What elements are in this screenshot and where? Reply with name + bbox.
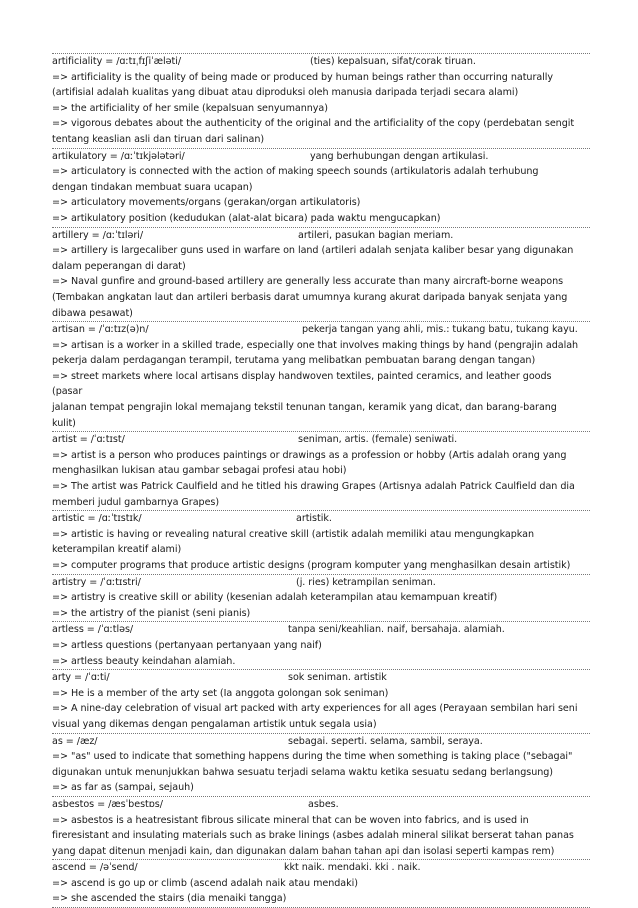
entry-example-line: jalanan tempat pengrajin lokal memajang tekstil tenunan tangan, keramik yang dicat, dan barang-barang	[52, 402, 557, 414]
entry-translation: sebagai. seperti. selama, sambil, seraya.	[288, 735, 483, 747]
entry-headword: asbestos = /æsˈbestɒs/	[52, 798, 163, 810]
dictionary-entry	[52, 670, 590, 733]
entry-example-line: => artistry is creative skill or ability (kesenian adalah keterampilan atau kemampuan kreatif)	[52, 592, 498, 604]
entry-translation: (j. ries) ketrampilan seniman.	[296, 576, 436, 588]
entry-translation: kkt naik. mendaki. kki . naik.	[284, 862, 421, 874]
entry-example-line: => she ascended the stairs (dia menaiki tangga)	[52, 893, 287, 905]
dictionary-entry	[52, 322, 590, 432]
entry-example-line: visual yang dikemas dengan pengalaman artistik untuk segala usia)	[52, 718, 377, 730]
entry-example-line: dibawa pesawat)	[52, 307, 133, 319]
entry-example-line: => artificiality is the quality of being made or produced by human beings rather than occurring naturally	[52, 71, 554, 83]
entry-example-line: => asbestos is a heatresistant fibrous silicate mineral that can be woven into fabrics, and is used in	[52, 814, 529, 826]
entry-translation: yang berhubungan dengan artikulasi.	[310, 150, 489, 162]
entry-header	[52, 228, 590, 244]
entry-headword: artikulatory = /ɑːˈtɪkjələtəri/	[52, 150, 185, 162]
entry-translation: artistik.	[296, 513, 332, 525]
entry-example-line: => artisan is a worker in a skilled trade, especially one that involves making things by hand (pengrajin adalah	[52, 339, 579, 351]
dictionary-entry	[52, 511, 590, 574]
entry-example-line: => He is a member of the arty set (Ia anggota golongan sok seniman)	[52, 687, 389, 699]
dictionary-entry	[52, 228, 590, 323]
dictionary-entry	[52, 734, 590, 797]
entry-example-line: => ascend is go up or climb (ascend adalah naik atau mendaki)	[52, 877, 358, 889]
entry-example-line: => street markets where local artisans display handwoven textiles, painted ceramics, and leather goods	[52, 370, 552, 382]
entry-example-line: keterampilan kreatif alami)	[52, 544, 182, 556]
entry-headword: artistic = /ɑːˈtɪstɪk/	[52, 513, 142, 525]
dictionary-entry	[52, 622, 590, 670]
entry-headword: artistry = /ˈɑːtɪstri/	[52, 576, 141, 588]
entry-translation: pekerja tangan yang ahli, mis.: tukang batu, tukang kayu.	[302, 324, 578, 336]
entry-example-line: (Tembakan angkatan laut dan artileri berbasis darat umumnya kurang akurat daripada banyak senjata yang	[52, 291, 568, 303]
entry-header	[52, 322, 590, 338]
entry-example-line: => artikulatory position (kedudukan (alat-alat bicara) pada waktu mengucapkan)	[52, 212, 441, 224]
entry-headword: arty = /ˈɑːti/	[52, 672, 110, 684]
dictionary-entry	[52, 575, 590, 623]
entry-translation: artileri, pasukan bagian meriam.	[298, 229, 454, 241]
entry-header	[52, 670, 590, 686]
entry-example-line: => the artificiality of her smile (kepalsuan senyumannya)	[52, 102, 328, 114]
entry-headword: as = /æz/	[52, 735, 98, 747]
entry-header	[52, 575, 590, 591]
entry-example-line: => artless questions (pertanyaan pertanyaan yang naif)	[52, 639, 322, 651]
entry-header	[52, 622, 590, 638]
entry-example-line: => artistic is having or revealing natural creative skill (artistik adalah memiliki atau mengungkapkan	[52, 528, 534, 540]
entry-translation: asbes.	[308, 798, 339, 810]
entry-example-line: => as far as (sampai, sejauh)	[52, 782, 194, 794]
dictionary-entry	[52, 53, 590, 149]
entry-example-line: => articulatory movements/organs (gerakan/organ artikulatoris)	[52, 197, 361, 209]
entry-example-line: (pasar	[52, 386, 83, 398]
entry-example-line: => "as" used to indicate that something happens during the time when something is taking place ("sebagai"	[52, 751, 573, 763]
entry-example-line: => artillery is largecaliber guns used in warfare on land (artileri adalah senjata kaliber besar yang digunakan	[52, 245, 574, 257]
entry-header	[52, 734, 590, 750]
entry-example-line: dalam peperangan di darat)	[52, 260, 186, 272]
entry-example-line: digunakan untuk menunjukkan bahwa sesuatu terjadi selama waktu ketika sesuatu sedang berlangsung)	[52, 766, 553, 778]
entry-headword: artisan = /ˈɑːtɪz(ə)n/	[52, 324, 149, 336]
entry-headword: artless = /ˈɑːtləs/	[52, 624, 134, 636]
entry-headword: ascend = /əˈsend/	[52, 862, 138, 874]
entry-translation: sok seniman. artistik	[288, 672, 387, 684]
entry-example-line: => artless beauty keindahan alamiah.	[52, 655, 236, 667]
entry-example-line: kulit)	[52, 417, 76, 429]
dictionary-page	[52, 53, 590, 908]
entry-header	[52, 54, 590, 70]
entry-translation: seniman, artis. (female) seniwati.	[298, 434, 458, 446]
entry-header	[52, 149, 590, 165]
entry-headword: artillery = /ɑːˈtɪləri/	[52, 229, 144, 241]
entry-example-line: dengan tindakan membuat suara ucapan)	[52, 181, 253, 193]
entry-example-line: => Naval gunfire and ground-based artillery are generally less accurate than many aircraft-borne weapons	[52, 276, 564, 288]
dictionary-entry	[52, 797, 590, 860]
entry-headword: artificiality = /ɑːtɪˌfɪʃiˈæləti/	[52, 56, 182, 67]
entry-headword: artist = /ˈɑːtɪst/	[52, 434, 125, 446]
dictionary-entry	[52, 149, 590, 228]
entry-example-line: => The artist was Patrick Caulfield and he titled his drawing Grapes (Artisnya adalah Patrick Caulfield dan dia	[52, 481, 575, 493]
entry-header	[52, 860, 590, 876]
entry-example-line: memberi judul gambarnya Grapes)	[52, 496, 220, 508]
entry-example-line: => A nine-day celebration of visual art packed with arty experiences for all ages (Perayaan sembilan hari seni	[52, 703, 578, 715]
entry-header	[52, 511, 590, 527]
entry-example-line: yang dapat ditenun menjadi kain, dan digunakan dalam bahan tahan api dan isolasi seperti kampas rem)	[52, 845, 555, 857]
entry-translation: tanpa seni/keahlian. naif, bersahaja. alamiah.	[288, 624, 505, 636]
entry-example-line: => artist is a person who produces paintings or drawings as a profession or hobby (Artis adalah orang yang	[52, 449, 567, 461]
entry-example-line: pekerja dalam perdagangan terampil, terutama yang melibatkan pembuatan barang dengan tangan)	[52, 355, 536, 367]
entry-example-line: tentang keaslian asli dan tiruan dari salinan)	[52, 133, 265, 145]
dictionary-entry	[52, 432, 590, 511]
entry-example-line: fireresistant and insulating materials such as brake linings (asbes adalah mineral silikat berserat tahan panas	[52, 830, 574, 842]
dictionary-entry	[52, 860, 590, 908]
entry-header	[52, 797, 590, 813]
entry-example-line: => articulatory is connected with the action of making speech sounds (artikulatoris adalah terhubung	[52, 166, 539, 178]
entry-example-line: (artifisial adalah kualitas yang dibuat atau diproduksi oleh manusia daripada terjadi secara alami)	[52, 87, 519, 99]
entry-translation: (ties) kepalsuan, sifat/corak tiruan.	[310, 56, 476, 67]
entry-header	[52, 432, 590, 448]
entry-example-line: => computer programs that produce artistic designs (program komputer yang menghasilkan desain artistik)	[52, 560, 571, 571]
entry-example-line: => the artistry of the pianist (seni pianis)	[52, 607, 251, 619]
entry-example-line: => vigorous debates about the authenticity of the original and the artificiality of the copy (perdebatan sengit	[52, 118, 575, 130]
entry-example-line: menghasilkan lukisan atau gambar sebagai profesi atau hobi)	[52, 465, 347, 477]
